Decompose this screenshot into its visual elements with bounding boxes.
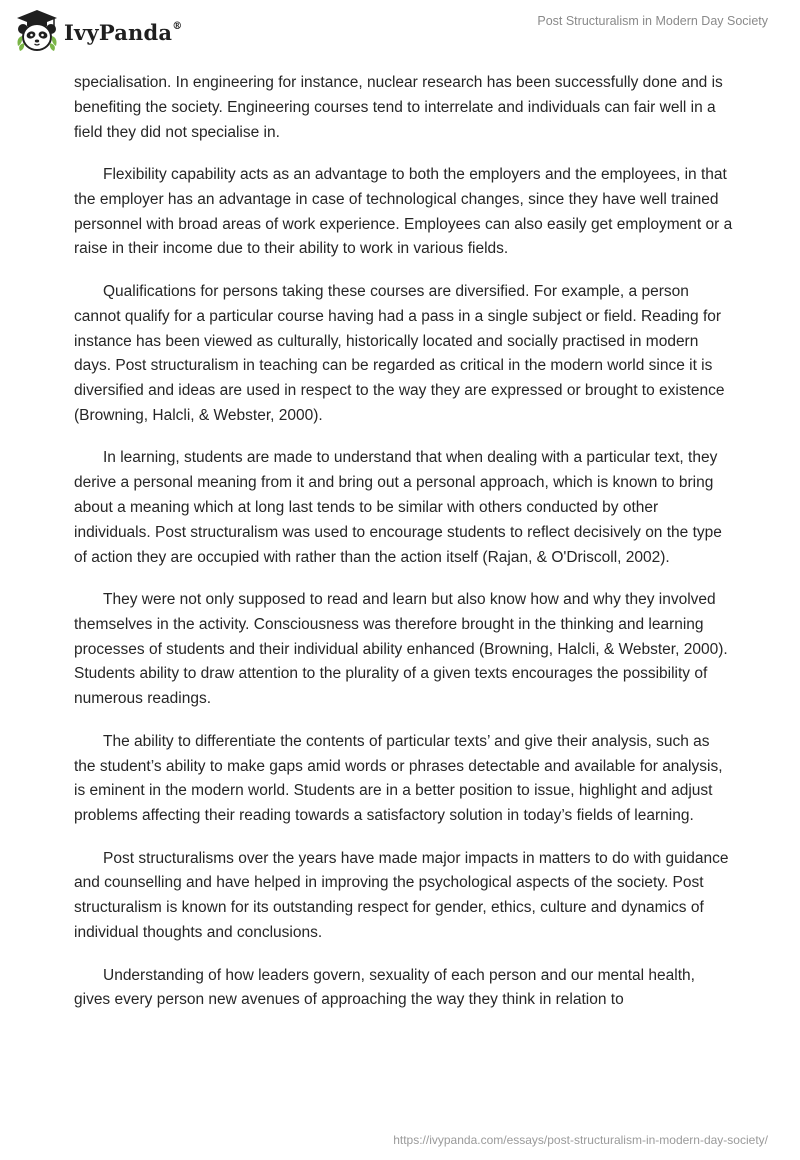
- paragraph: Qualifications for persons taking these courses are diversified. For example, a person cannot qualify for a particular course having had a pass in a single subject or field. Reading for instance has been viewed as culturally, historically located and socially practised in modern days. Post structuralism in teaching can be regarded as critical in the modern world since it is diversified and ideas are used in respect to the way they are expressed or brought to existence (Browning, Halcli, & Webster, 2000).: [74, 282, 725, 424]
- registered-mark: ®: [172, 20, 183, 32]
- ivypanda-logo[interactable]: [14, 8, 182, 54]
- paragraph: specialisation. In engineering for instance, nuclear research has been successfully done and is benefiting the society. Engineering courses tend to interrelate and individuals can fair well in a field they did not specialise in.: [74, 74, 723, 141]
- paragraph: Flexibility capability acts as an advantage to both the employers and the employees, in that the employer has an advantage in case of technological changes, since they have well trained personnel with broad areas of work experience. Employees can also easily get employment or a raise in their income due to their ability to work in various fields.: [74, 166, 733, 258]
- essay-body: [74, 71, 734, 1031]
- paragraph: The ability to differentiate the contents of particular texts’ and give their analysis, such as the student’s ability to make gaps amid words or phrases detectable and available for analysis, is eminent in the modern world. Students are in a better position to issue, highlight and adjust problems affecting their reading towards a satisfactory solution in today’s fields of learning.: [74, 732, 723, 825]
- paragraph: Understanding of how leaders govern, sexuality of each person and our mental health, gives every person new avenues of approaching the way they think in relation to: [74, 966, 695, 1009]
- brand-name: IvyPanda®: [64, 19, 183, 45]
- paragraph: Post structuralisms over the years have made major impacts in matters to do with guidance and counselling and have helped in improving the psychological aspects of the society. Post structuralism is known for its outstanding respect for gender, ethics, culture and dynamics of individual thoughts and conclusions.: [74, 849, 729, 942]
- panda-graduate-icon: [14, 8, 60, 54]
- paragraph: In learning, students are made to understand that when dealing with a particular text, they derive a personal meaning from it and bring out a personal approach, which is known to bring about a meaning which at long last tends to be similar with others conducted by other individuals. Post structuralism was used to encourage students to reflect decisively on the type of action they are occupied with rather than the action itself (Rajan, & O'Driscoll, 2002).: [74, 449, 722, 566]
- source-url[interactable]: https://ivypanda.com/essays/post-structuralism-in-modern-day-society/: [393, 1133, 768, 1147]
- page-header: [0, 0, 800, 66]
- paragraph: They were not only supposed to read and learn but also know how and why they involved themselves in the activity. Consciousness was therefore brought in the thinking and learning processes of students and their individual ability enhanced (Browning, Halcli, & Webster, 2000). Students ability to draw attention to the plurality of a given texts encourages the possibility of numerous readings.: [74, 591, 728, 708]
- document-title: Post Structuralism in Modern Day Society: [537, 14, 768, 28]
